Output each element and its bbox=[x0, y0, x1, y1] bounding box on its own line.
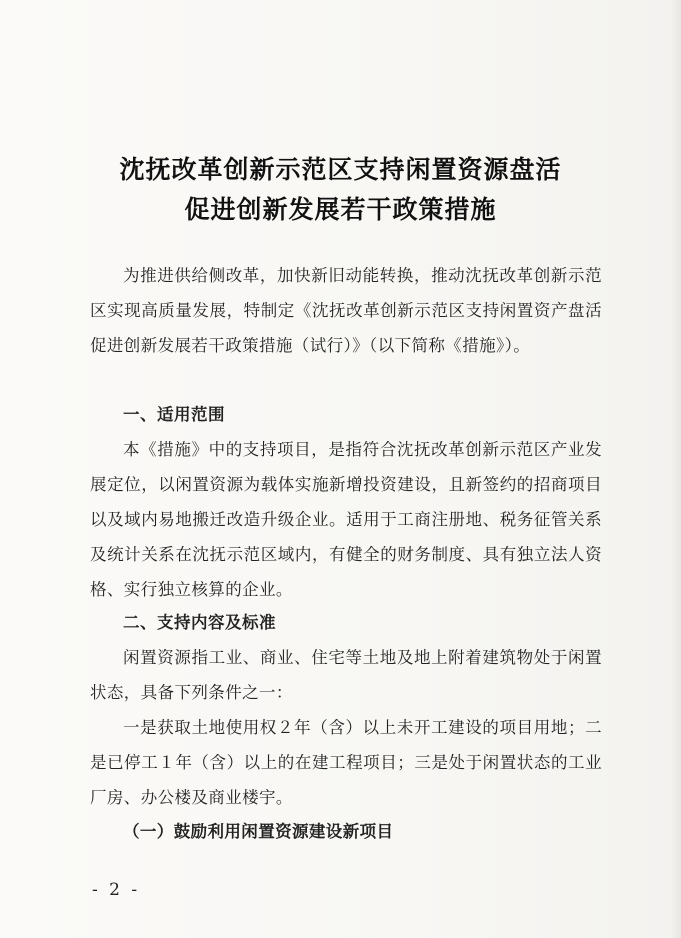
section-2-body-1: 闲置资源指工业、商业、住宅等土地及地上附着建筑物处于闲置状态，具备下列条件之一： bbox=[90, 648, 602, 702]
section-1-heading: 一、适用范围 bbox=[123, 405, 225, 424]
section-1-body: 本《措施》中的支持项目，是指符合沈抚改革创新示范区产业发展定位，以闲置资源为载体实施新增投资建设，且新签约的招商项目以及域内易地搬迁改造升级企业。适用于工商注册地、税务征管关系及统计关系在沈抚示范区域内，有健全的财务制度、具有独立法人资格、实行独立核算的企业。 bbox=[90, 440, 602, 599]
section-2-body-2: 一是获取土地使用权２年（含）以上未开工建设的项目用地；二是已停工１年（含）以上的在建工程项目；三是处于闲置状态的工业厂房、办公楼及商业楼宇。 bbox=[90, 718, 602, 807]
page-edge-shadow bbox=[671, 0, 681, 938]
section-2-heading: 二、支持内容及标准 bbox=[123, 613, 276, 632]
page-number: - 2 - bbox=[92, 880, 141, 900]
intro-paragraph: 为推进供给侧改革，加快新旧动能转换，推动沈抚改革创新示范区实现高质量发展，特制定《沈抚改革创新示范区支持闲置资产盘活促进创新发展若干政策措施（试行）》（以下简称《措施》）。 bbox=[90, 266, 602, 355]
document-title-line-1: 沈抚改革创新示范区支持闲置资源盘活 bbox=[119, 155, 562, 184]
document-title-line-2: 促进创新发展若干政策措施 bbox=[184, 195, 497, 224]
section-2-subheading-1: （一）鼓励利用闲置资源建设新项目 bbox=[123, 822, 394, 841]
